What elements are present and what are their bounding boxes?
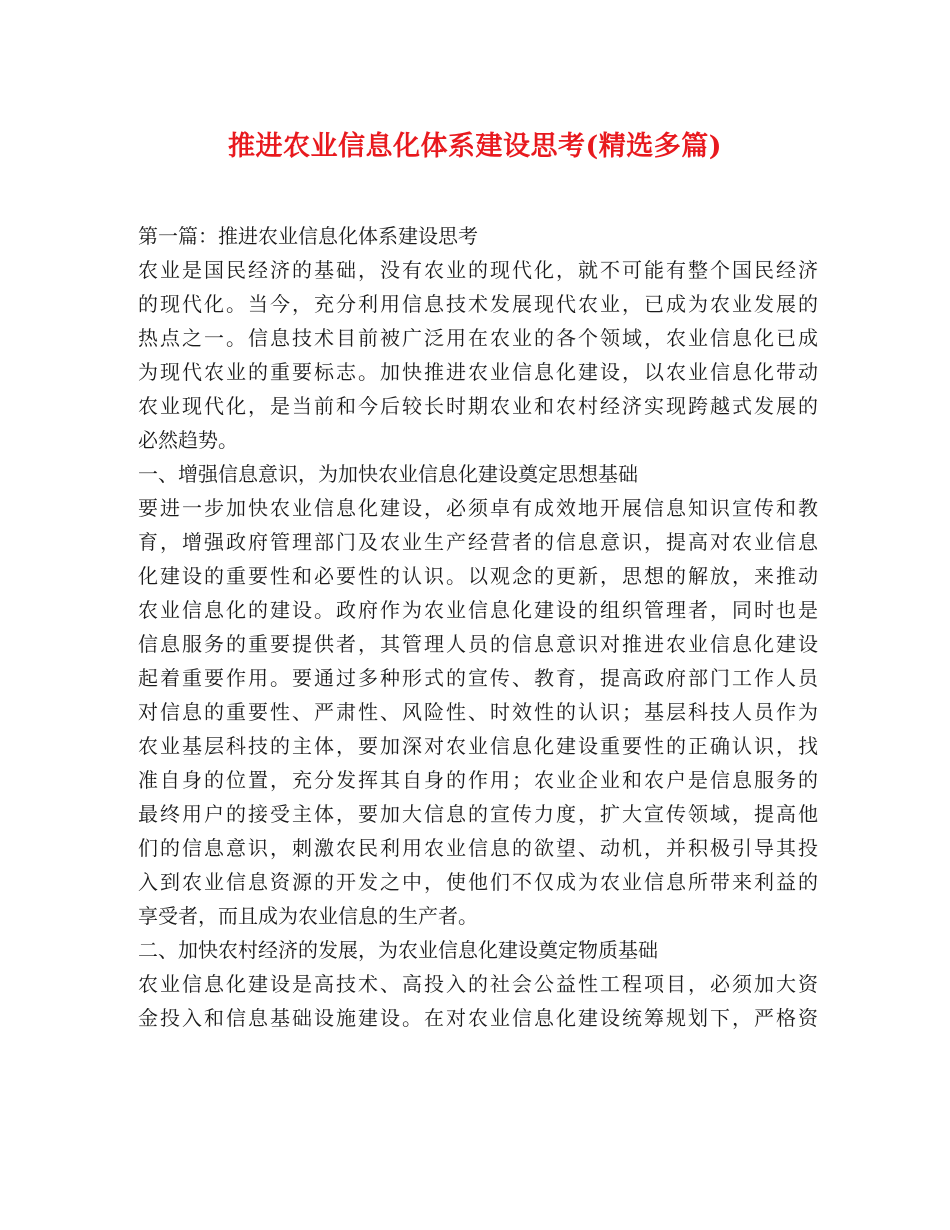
body-text-line: 第一篇：推进农业信息化体系建设思考	[138, 224, 478, 248]
body-text-line: 信息服务的重要提供者，其管理人员的信息意识对推进农业信息化建设	[138, 632, 818, 656]
body-text-line: 入到农业信息资源的开发之中，使他们不仅成为农业信息所带来利益的	[138, 870, 818, 894]
body-text-line: 享受者，而且成为农业信息的生产者。	[138, 904, 478, 928]
body-text-line: 要进一步加快农业信息化建设，必须卓有成效地开展信息知识宣传和教	[138, 496, 818, 520]
body-text-line: 们的信息意识，刺激农民利用农业信息的欲望、动机，并积极引导其投	[138, 836, 818, 860]
document-title: 推进农业信息化体系建设思考(精选多篇)	[227, 131, 723, 162]
body-text-line: 最终用户的接受主体，要加大信息的宣传力度，扩大宣传领域，提高他	[138, 802, 818, 826]
body-text-line: 育，增强政府管理部门及农业生产经营者的信息意识，提高对农业信息	[138, 530, 818, 554]
body-text-line: 农业基层科技的主体，要加深对农业信息化建设重要性的正确认识，找	[138, 734, 818, 758]
body-text-line: 农业信息化的建设。政府作为农业信息化建设的组织管理者，同时也是	[138, 598, 818, 622]
document-body	[138, 219, 818, 1035]
body-text-line: 为现代农业的重要标志。加快推进农业信息化建设，以农业信息化带动	[138, 360, 818, 384]
body-text-line: 农业是国民经济的基础，没有农业的现代化，就不可能有整个国民经济	[138, 258, 818, 282]
body-text-line: 农业信息化建设是高技术、高投入的社会公益性工程项目，必须加大资	[138, 972, 818, 996]
body-text-line: 化建设的重要性和必要性的认识。以观念的更新，思想的解放，来推动	[138, 564, 818, 588]
body-text-line: 热点之一。信息技术目前被广泛用在农业的各个领域，农业信息化已成	[138, 326, 818, 350]
body-text-line: 金投入和信息基础设施建设。在对农业信息化建设统筹规划下，严格资	[138, 1006, 818, 1030]
body-text-line: 起着重要作用。要通过多种形式的宣传、教育，提高政府部门工作人员	[138, 666, 818, 690]
body-text-line: 农业现代化，是当前和今后较长时期农业和农村经济实现跨越式发展的	[138, 394, 818, 418]
body-text-line: 必然趋势。	[138, 428, 238, 452]
body-text-line: 一、增强信息意识，为加快农业信息化建设奠定思想基础	[138, 462, 638, 486]
body-text-line: 二、加快农村经济的发展，为农业信息化建设奠定物质基础	[138, 938, 658, 962]
body-text-line: 的现代化。当今，充分利用信息技术发展现代农业，已成为农业发展的	[138, 292, 818, 316]
body-text-line: 对信息的重要性、严肃性、风险性、时效性的认识；基层科技人员作为	[138, 700, 818, 724]
body-text-line: 准自身的位置，充分发挥其自身的作用；农业企业和农户是信息服务的	[138, 768, 818, 792]
